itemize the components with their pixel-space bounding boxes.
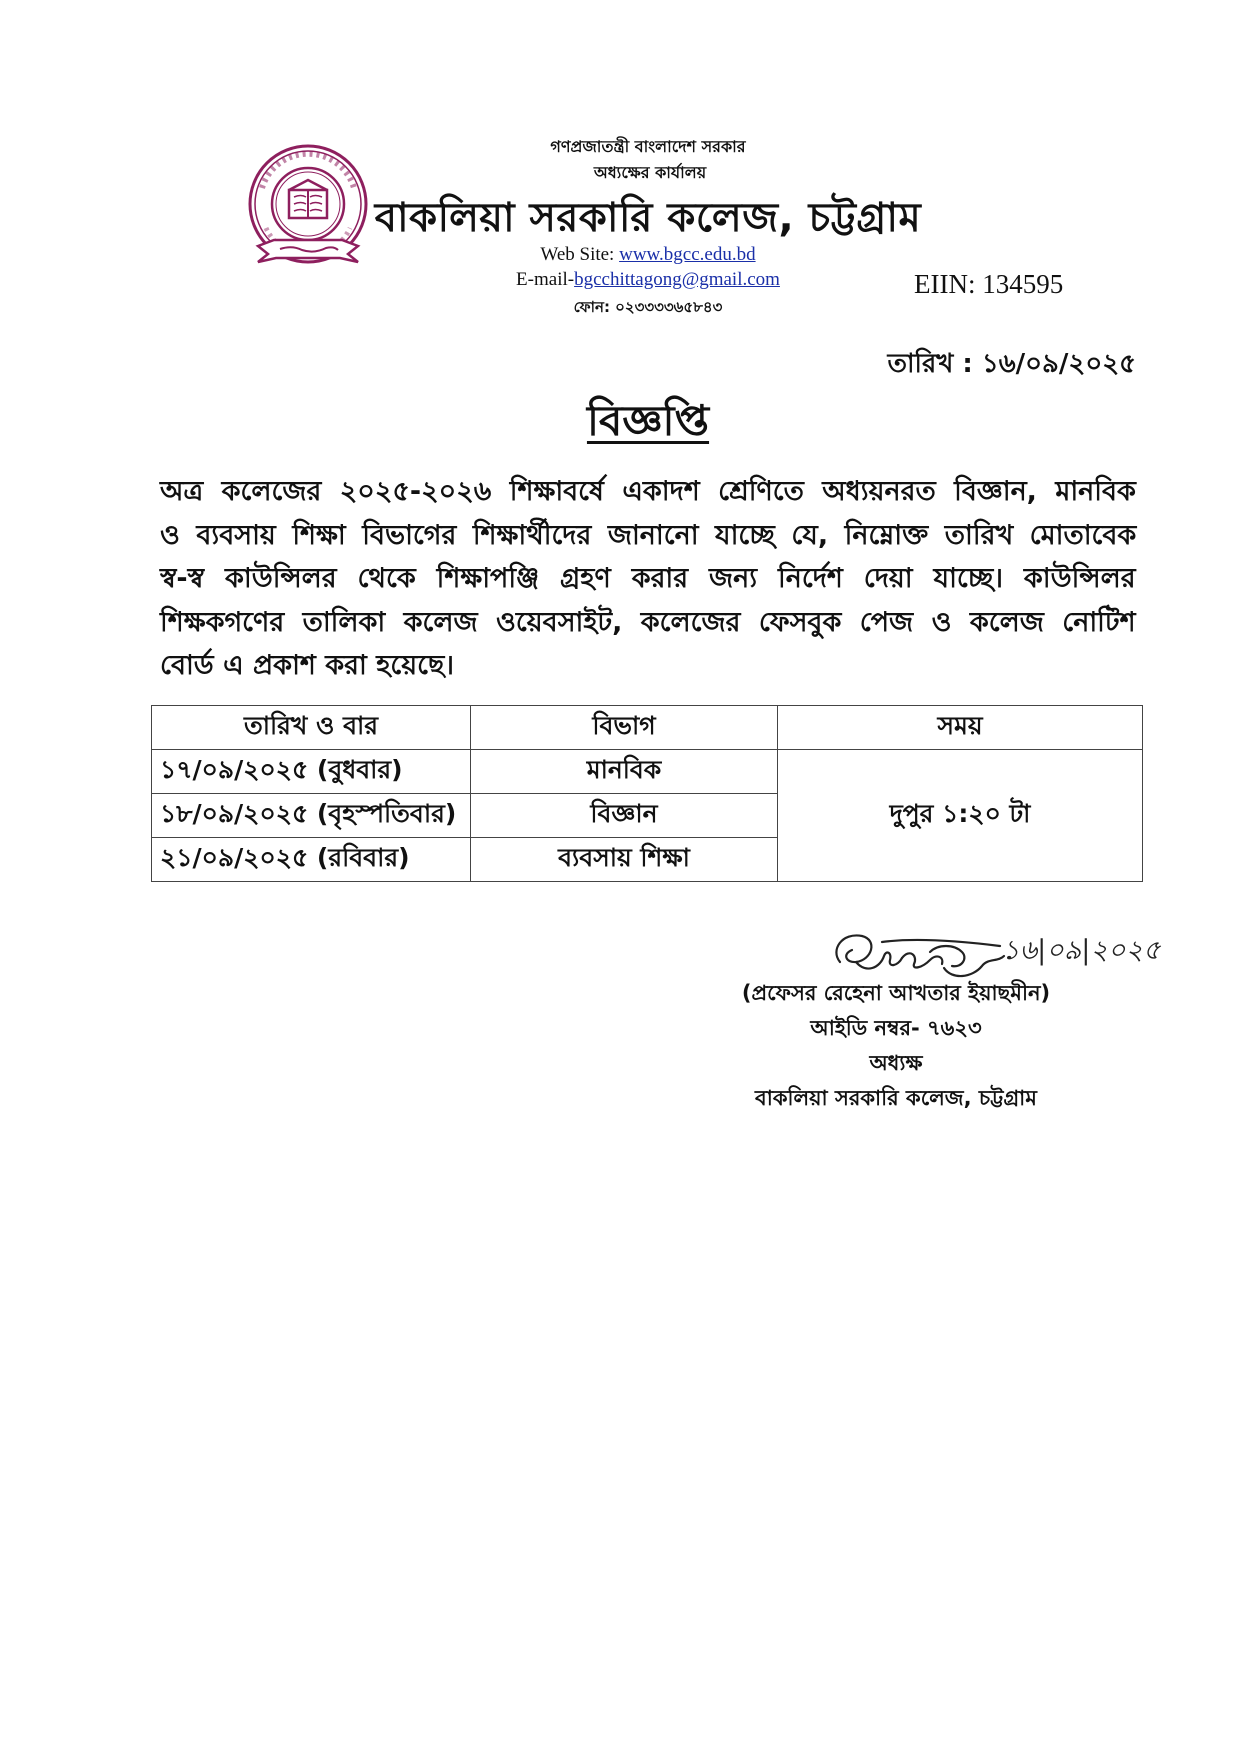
row-date: ২১/০৯/২০২৫ (রবিবার): [152, 838, 471, 882]
body-line: শিক্ষকগণের তালিকা কলেজ ওয়েবসাইট, কলেজের ফেসবুক পেজ ও কলেজ নোটিশ: [160, 606, 1136, 638]
signature-date: ১৬|০৯|২০২৫: [1002, 935, 1161, 966]
signatory-institution: বাকলিয়া সরকারি কলেজ, চট্টগ্রাম: [755, 1086, 1037, 1110]
signatory-id: আইডি নম্বর- ৭৬২৩: [810, 1016, 982, 1040]
row-date: ১৭/০৯/২০২৫ (বুধবার): [152, 750, 471, 794]
signatory-name: (প্রফেসর রেহেনা আখতার ইয়াছমীন): [741, 981, 1051, 1005]
office-line: অধ্যক্ষের কার্যালয়: [593, 163, 707, 182]
table-row: [152, 750, 1143, 794]
college-seal-icon: [244, 142, 372, 274]
email-label: E-mail-: [516, 269, 575, 290]
phone-number: ফোন: ০২৩৩৩৩৬৫৮৪৩: [573, 298, 723, 316]
website-label: Web Site:: [540, 244, 615, 265]
eiin-number: EIIN: 134595: [914, 269, 1064, 299]
signatory-designation: অধ্যক্ষ: [869, 1051, 923, 1075]
row-date: ১৮/০৯/২০২৫ (বৃহস্পতিবার): [152, 794, 471, 838]
notice-body: [160, 470, 1136, 688]
header-department: বিভাগ: [471, 706, 778, 750]
header-date-day: তারিখ ও বার: [152, 706, 471, 750]
row-department: ব্যবসায় শিক্ষা: [471, 838, 778, 882]
row-department: মানবিক: [471, 750, 778, 794]
body-line: বোর্ড এ প্রকাশ করা হয়েছে।: [160, 650, 455, 681]
header-time: সময়: [778, 706, 1143, 750]
body-line: অত্র কলেজের ২০২৫-২০২৬ শিক্ষাবর্ষে একাদশ শ্রেণিতে অধ্যয়নরত বিজ্ঞান, মানবিক: [160, 476, 1136, 507]
table-header-row: [152, 706, 1143, 750]
row-time: দুপুর ১:২০ টা: [778, 750, 1143, 882]
government-line: গণপ্রজাতন্ত্রী বাংলাদেশ সরকার: [550, 137, 746, 156]
schedule-table: [151, 705, 1143, 882]
body-line: স্ব-স্ব কাউন্সিলর থেকে শিক্ষাপঞ্জি গ্রহণ করার জন্য নির্দেশ দেয়া যাচ্ছে। কাউন্সিলর: [160, 563, 1136, 594]
college-name: বাকলিয়া সরকারি কলেজ, চট্টগ্রাম: [374, 195, 922, 241]
website-line: [448, 244, 848, 266]
signatory-block: [716, 976, 1076, 1116]
row-department: বিজ্ঞান: [471, 794, 778, 838]
email-link[interactable]: bgcchittagong@gmail.com: [574, 269, 780, 290]
email-line: [448, 269, 848, 291]
website-link[interactable]: www.bgcc.edu.bd: [619, 244, 756, 265]
notice-date: তারিখ : ১৬/০৯/২০২৫: [887, 349, 1136, 379]
body-line: ও ব্যবসায় শিক্ষা বিভাগের শিক্ষার্থীদের জানানো যাচ্ছে যে, নিম্নোক্ত তারিখ মোতাবেক: [160, 519, 1137, 551]
notice-title: বিজ্ঞপ্তি: [586, 396, 710, 445]
